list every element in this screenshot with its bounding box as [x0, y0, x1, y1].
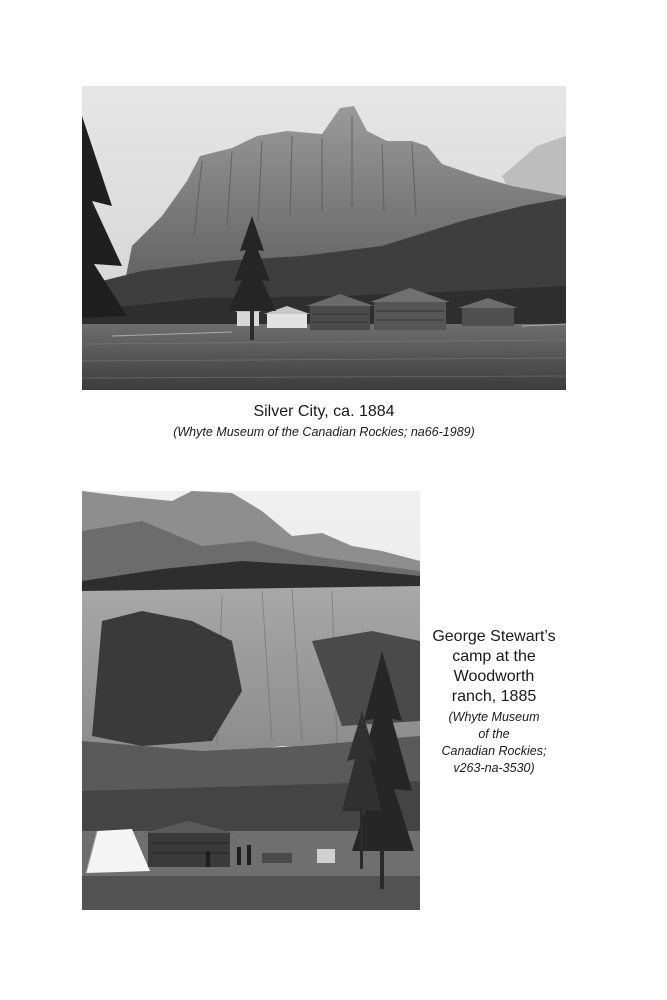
stewart-camp-photo [82, 491, 420, 910]
stewart-camp-caption [428, 627, 560, 777]
title-line: ranch, 1885 [451, 688, 537, 705]
title-line: camp at the [452, 648, 536, 665]
figure-title: Silver City, ca. 1884 [253, 403, 395, 420]
credit-line: (Whyte Museum [448, 710, 540, 724]
credit-line: v263-na-3530) [453, 761, 535, 775]
credit-line: Canadian Rockies; [441, 744, 547, 758]
figure-title [428, 627, 560, 707]
figure-credit [428, 709, 560, 777]
figure-credit: (Whyte Museum of the Canadian Rockies; na66-1989) [173, 425, 475, 439]
title-line: Woodworth [453, 668, 535, 685]
credit-line: of the [478, 727, 510, 741]
silver-city-photo [82, 86, 566, 390]
title-line: George Stewart’s [432, 628, 556, 645]
silver-city-caption [82, 402, 566, 440]
